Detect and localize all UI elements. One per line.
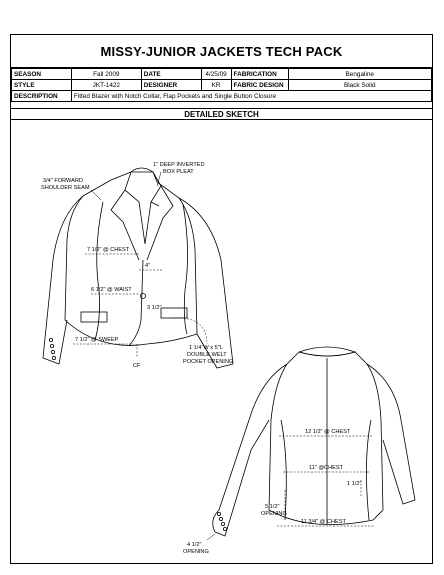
back-sweep-label: 11 3/4" @ CHEST (301, 519, 346, 525)
front-seam-left (95, 202, 103, 340)
four-measure-label: 4" (145, 263, 151, 269)
detailed-sketch (11, 120, 432, 563)
front-cuff-button (50, 344, 53, 347)
front-button (141, 294, 146, 299)
description-label: DESCRIPTION (12, 91, 72, 102)
back-cuff-button (221, 522, 224, 525)
style-value: JKT-1422 (71, 80, 141, 91)
pocket-opening-label: POCKET OPENING (183, 359, 234, 365)
front-measure-lines (73, 172, 207, 358)
page-title: MISSY-JUNIOR JACKETS TECH PACK (11, 35, 432, 68)
forward-seam-label: SHOULDER SEAM (41, 185, 90, 191)
fabric-design-label: FABRIC DESIGN (231, 80, 288, 91)
back-opening-label: 5 1/2" (265, 504, 280, 510)
back-one-half-label: 1 1/2" (347, 481, 362, 487)
front-jacket-outline (65, 172, 197, 345)
chest-measure-label: 7 1/2" @ CHEST (87, 247, 130, 253)
back-sleeve-right (367, 364, 415, 504)
back-cuff-button (223, 527, 226, 530)
front-sleeve-right (179, 198, 233, 368)
fabric-design-value: Black Solid (288, 80, 431, 91)
front-cuff-button (51, 350, 54, 353)
waist-measure-label: 6 1/2" @ WAIST (91, 287, 132, 293)
front-cuff-button (52, 356, 55, 359)
section-title: DETAILED SKETCH (11, 108, 432, 120)
back-measure-lines (207, 436, 375, 540)
season-value: Fall 2009 (71, 69, 141, 80)
front-jacket-sketch (43, 168, 233, 368)
table-row (12, 69, 432, 80)
front-center-opening (129, 260, 143, 346)
back-seam-right (366, 420, 371, 520)
date-value: 4/25/09 (201, 69, 231, 80)
cuff-opening-label: 4 1/2" (187, 542, 202, 548)
pocket-leader (173, 318, 207, 344)
back-opening-label: OPENING (261, 511, 287, 517)
back-jacket-sketch (213, 347, 415, 536)
front-cuff-button (49, 338, 52, 341)
back-chest2-label: 11" @CHEST (309, 465, 343, 471)
season-label: SEASON (12, 69, 72, 80)
sweep-measure-label: 7 1/2" @ SWEEP (75, 337, 119, 343)
spec-info-table (11, 68, 432, 102)
front-pocket-right (161, 308, 187, 318)
forward-seam-leader (91, 190, 101, 200)
table-row (12, 80, 432, 91)
pocket-opening-label: DOUBLE WELT (187, 352, 227, 358)
designer-value: KR (201, 80, 231, 91)
back-cuff-button (219, 517, 222, 520)
fabrication-value: Bengaline (288, 69, 431, 80)
forward-seam-label: 3/4" FORWARD (43, 178, 83, 184)
date-label: DATE (141, 69, 201, 80)
back-seam-left (281, 420, 286, 520)
back-collar (299, 347, 355, 356)
tech-pack-sheet (10, 34, 433, 564)
front-pocket-left (81, 312, 107, 322)
box-pleat-label: BOX PLEAT (163, 169, 194, 175)
front-lapel-right (147, 186, 173, 260)
box-pleat-label: 1" DEEP INVERTED (153, 162, 205, 168)
cuff-opening-label: OPENING (183, 549, 209, 555)
cf-label: CF (133, 363, 141, 369)
pocket-opening-label: 1 1/4"W x 5"L (189, 345, 223, 351)
back-cuff-button (217, 512, 220, 515)
description-value: Fitted Blazer with Notch Collar, Flap Pockets and Single Button Closure (71, 91, 431, 102)
designer-label: DESIGNER (141, 80, 201, 91)
table-row (12, 91, 432, 102)
cuff-leader (207, 534, 215, 540)
box-pleat (151, 202, 159, 206)
style-label: STYLE (12, 80, 72, 91)
back-chest-label: 12 1/2" @ CHEST (305, 429, 351, 435)
three-half-label: 3 1/2" (147, 305, 162, 311)
fabrication-label: FABRICATION (231, 69, 288, 80)
